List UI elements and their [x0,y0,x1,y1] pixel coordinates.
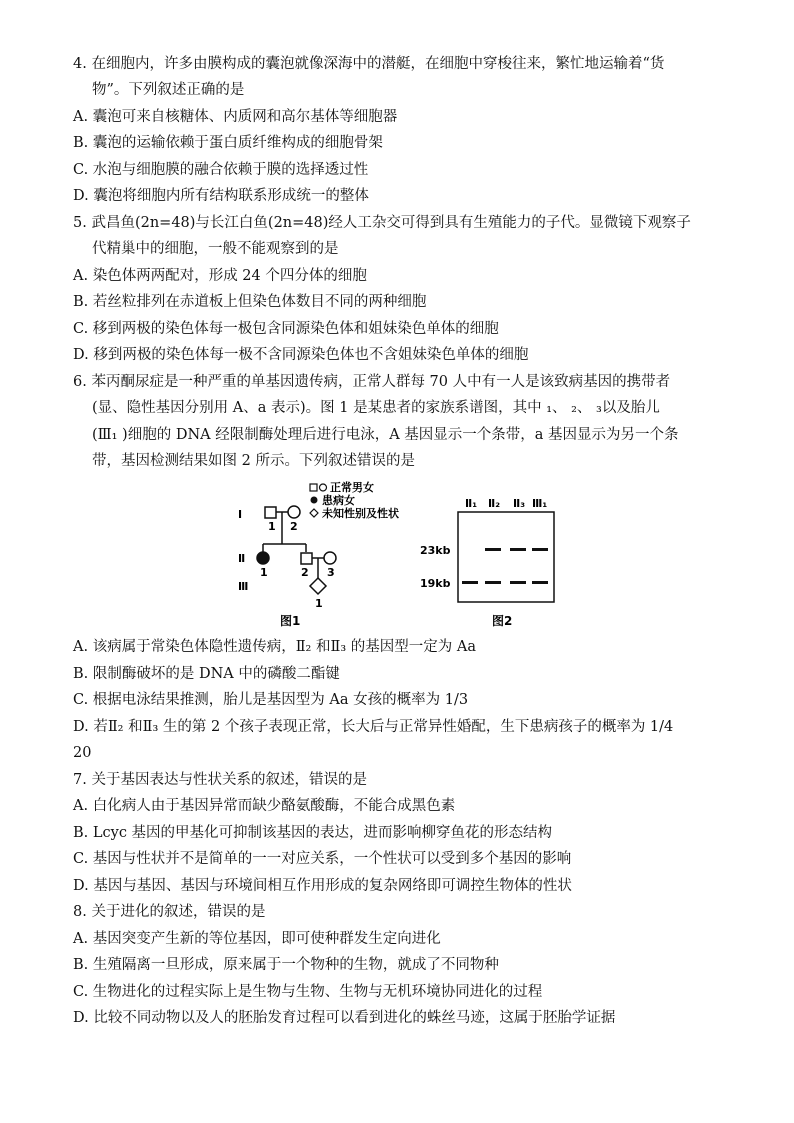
q4-option-d: D. 囊泡将细胞内所有结构联系形成统一的整体 [73,188,369,204]
q7-option-c: C. 基因与性状并不是简单的一一对应关系，一个性状可以受到多个基因的影响 [73,851,572,867]
pedigree-II1-affected-female [257,552,269,564]
q8-option-a: A. 基因突变产生新的等位基因，即可使种群发生定向进化 [73,931,441,947]
q6-option-b: B. 限制酶破坏的是 DNA 中的磷酸二酯键 [73,666,340,682]
band-23kb-lane2 [485,548,501,551]
lane-label-3: Ⅱ₃ [513,497,526,510]
pedigree-II3-female [324,552,336,564]
q5-option-d: D. 移到两极的染色体每一极不含同源染色体也不含姐妹染色单体的细胞 [73,347,529,363]
band-23kb-lane4 [532,548,548,551]
size-19kb: 19kb [420,577,451,590]
legend-affected: 患病女 [322,494,355,507]
svg-text:2: 2 [301,566,309,579]
q6-stem-line3: (Ⅲ₁ )细胞的 DNA 经限制酶处理后进行电泳，A 基因显示一个条带，a 基因显示为另一个条 [92,427,679,443]
q6-figures [230,480,570,630]
lane-label-2: Ⅱ₂ [488,497,501,510]
q8-option-c: C. 生物进化的过程实际上是生物与生物、生物与无机环境协同进化的过程 [73,984,543,1000]
q8-option-d: D. 比较不同动物以及人的胚胎发育过程可以看到进化的蛛丝马迹，这属于胚胎学证据 [73,1010,616,1026]
figure2-gel [420,497,554,628]
pedigree-II2-male [301,553,312,564]
legend-circle-icon [320,484,327,491]
q6-stem-line1: 6. 苯丙酮尿症是一种严重的单基因遗传病，正常人群每 70 人中有一人是该致病基因的携带者 [73,374,671,390]
lane-label-1: Ⅱ₁ [465,497,478,510]
figure2-caption: 图2 [492,614,513,628]
svg-text:3: 3 [327,566,335,579]
lane-label-4: Ⅲ₁ [532,497,548,510]
band-19kb-lane1 [462,581,478,584]
q6-option-d-cont: 20 [73,745,92,761]
legend-normal: 正常男女 [330,481,374,494]
legend-filled-circle-icon [311,497,318,504]
legend-unknown: 未知性别及性状 [322,507,399,520]
size-23kb: 23kb [420,544,451,557]
pedigree-I1-male [265,507,276,518]
band-19kb-lane3 [510,581,526,584]
pedigree-I2-female [288,506,300,518]
band-19kb-lane2 [485,581,501,584]
q4-stem-line1: 4. 在细胞内，许多由膜构成的囊泡就像深海中的潜艇，在细胞中穿梭往来，繁忙地运输着“货 [73,56,665,72]
q6-option-a: A. 该病属于常染色体隐性遗传病，Ⅱ₂ 和Ⅱ₃ 的基因型一定为 Aa [73,639,476,655]
q7-stem: 7. 关于基因表达与性状关系的叙述，错误的是 [73,772,367,788]
q4-option-b: B. 囊泡的运输依赖于蛋白质纤维构成的细胞骨架 [73,135,383,151]
svg-text:1: 1 [315,597,323,610]
q5-option-c: C. 移到两极的染色体每一极包含同源染色体和姐妹染色单体的细胞 [73,321,499,337]
q4-option-a: A. 囊泡可来自核糖体、内质网和高尔基体等细胞器 [73,109,398,125]
q6-option-c: C. 根据电泳结果推测，胎儿是基因型为 Aa 女孩的概率为 1/3 [73,692,469,708]
gen-label-2: Ⅱ [238,552,246,565]
gen-label-1: Ⅰ [238,508,243,521]
figure1-caption: 图1 [280,614,301,628]
q5-stem-line1: 5. 武昌鱼(2n=48)与长江白鱼(2n=48)经人工杂交可得到具有生殖能力的子代。显微镜下观察子 [73,215,691,231]
svg-text:1: 1 [268,520,276,533]
q7-option-a: A. 白化病人由于基因异常而缺少酪氨酸酶，不能合成黑色素 [73,798,456,814]
q4-option-c: C. 水泡与细胞膜的融合依赖于膜的选择透过性 [73,162,369,178]
svg-text:2: 2 [290,520,298,533]
q8-option-b: B. 生殖隔离一旦形成，原来属于一个物种的生物，就成了不同物种 [73,957,499,973]
q4-stem-line2: 物”。下列叙述正确的是 [92,82,245,98]
gel-frame [458,512,554,602]
legend-diamond-icon [310,509,318,517]
q5-option-b: B. 若丝粒排列在赤道板上但染色体数目不同的两种细胞 [73,294,427,310]
svg-text:1: 1 [260,566,268,579]
figure1-pedigree [230,480,570,630]
q6-option-d: D. 若Ⅱ₂ 和Ⅱ₃ 生的第 2 个孩子表现正常，长大后与正常异性婚配，生下患病孩子的概率为 1/4 [73,719,674,735]
band-23kb-lane3 [510,548,526,551]
q5-stem-line2: 代精巢中的细胞，一般不能观察到的是 [92,241,339,257]
gen-label-3: Ⅲ [238,580,249,593]
q5-option-a: A. 染色体两两配对，形成 24 个四分体的细胞 [73,268,367,284]
q6-stem-line2: (显、隐性基因分别用 A、a 表示)。图 1 是某患者的家族系谱图，其中 ₁、 ₂、 ₃以及胎儿 [92,400,660,416]
q8-stem: 8. 关于进化的叙述，错误的是 [73,904,266,920]
q7-option-d: D. 基因与基因、基因与环境间相互作用形成的复杂网络即可调控生物体的性状 [73,878,572,894]
legend-square-icon [310,484,317,491]
pedigree-III1-fetus [310,578,326,594]
band-19kb-lane4 [532,581,548,584]
q6-stem-line4: 带，基因检测结果如图 2 所示。下列叙述错误的是 [92,453,415,469]
q7-option-b: B. Lcyc 基因的甲基化可抑制该基因的表达，进而影响柳穿鱼花的形态结构 [73,825,553,841]
